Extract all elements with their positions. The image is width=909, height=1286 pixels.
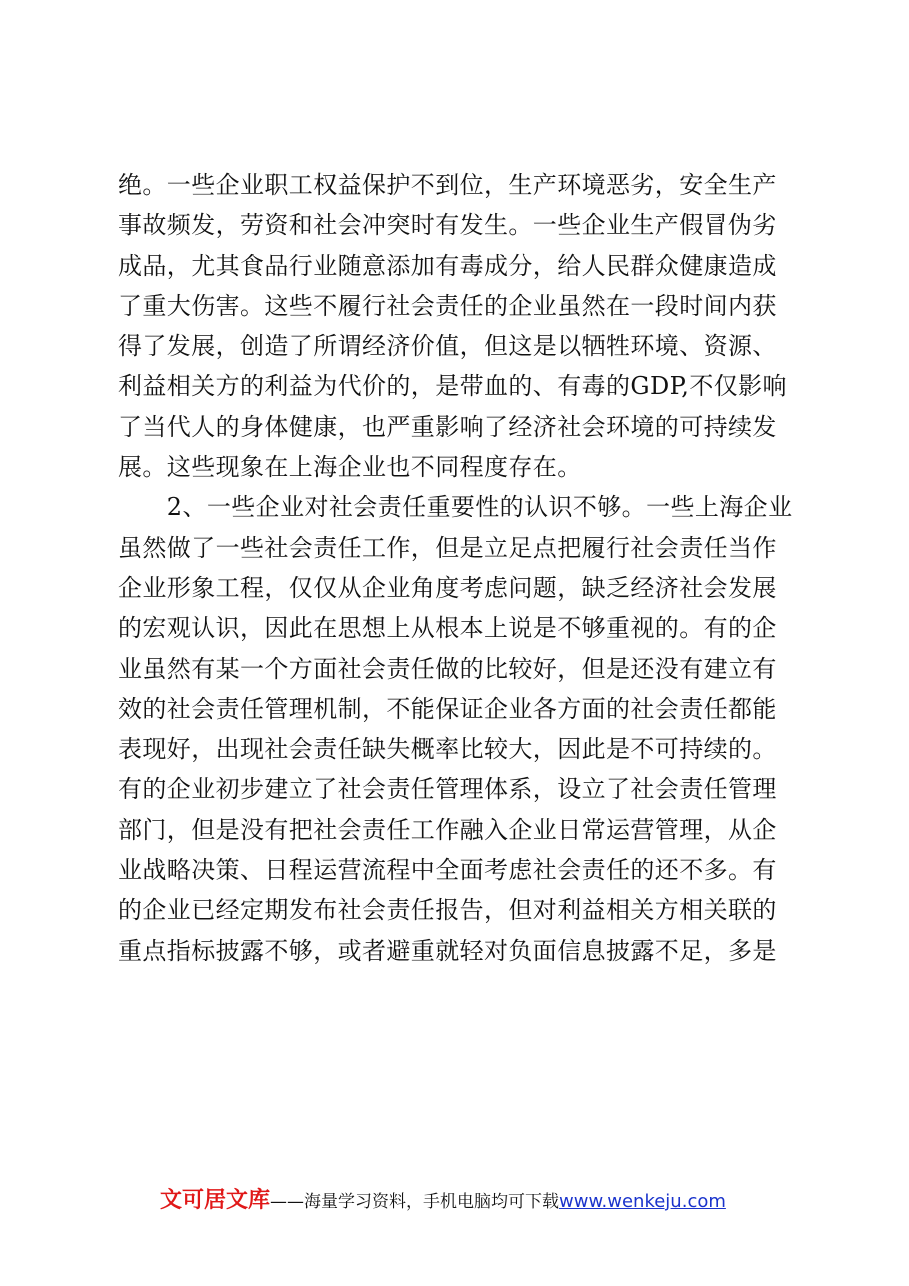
text-line: 得了发展，创造了所谓经济价值，但这是以牺牲环境、资源、 — [118, 332, 777, 361]
text-line: 有的企业初步建立了社会责任管理体系，设立了社会责任管理 — [118, 775, 777, 804]
text-line: 重点指标披露不够，或者避重就轻对负面信息披露不足，多是 — [118, 936, 777, 965]
text-line: 利益相关方的利益为代价的，是带血的、有毒的GDP,不仅影响 — [118, 372, 787, 401]
text-line: 业战略决策、日程运营流程中全面考虑社会责任的还不多。有 — [118, 856, 777, 885]
text-line: 表现好，出现社会责任缺失概率比较大，因此是不可持续的。 — [118, 735, 777, 764]
footer-banner — [160, 1183, 800, 1213]
text-line: 绝。一些企业职工权益保护不到位，生产环境恶劣，安全生产 — [118, 171, 777, 199]
text-line: 成品，尤其食品行业随意添加有毒成分，给人民群众健康造成 — [118, 251, 777, 280]
text-line: 2、一些企业对社会责任重要性的认识不够。一些上海企业 — [118, 493, 793, 522]
text-line: 了重大伤害。这些不履行社会责任的企业虽然在一段时间内获 — [118, 291, 777, 320]
text-line: 事故频发，劳资和社会冲突时有发生。一些企业生产假冒伪劣 — [118, 211, 777, 240]
footer-brand: 文可居文库 — [160, 1188, 271, 1213]
text-line: 的宏观认识，因此在思想上从根本上说是不够重视的。有的企 — [118, 614, 777, 643]
text-line: 企业形象工程，仅仅从企业角度考虑问题，缺乏经济社会发展 — [118, 573, 777, 602]
footer-website-link[interactable]: www.wenkeju.com — [559, 1191, 726, 1212]
text-line: 了当代人的身体健康，也严重影响了经济社会环境的可持续发 — [118, 412, 777, 441]
text-line: 效的社会责任管理机制，不能保证企业各方面的社会责任都能 — [118, 694, 777, 723]
text-line: 业虽然有某一个方面社会责任做的比较好，但是还没有建立有 — [118, 654, 777, 683]
text-line: 展。这些现象在上海企业也不同程度存在。 — [118, 453, 582, 482]
text-line: 的企业已经定期发布社会责任报告，但对利益相关方相关联的 — [118, 896, 777, 925]
footer-tagline: ——海量学习资料，手机电脑均可下载 — [270, 1192, 560, 1212]
document-body — [118, 165, 798, 971]
text-line: 虽然做了一些社会责任工作，但是立足点把履行社会责任当作 — [118, 533, 777, 562]
text-line: 部门，但是没有把社会责任工作融入企业日常运营管理，从企 — [118, 815, 777, 844]
